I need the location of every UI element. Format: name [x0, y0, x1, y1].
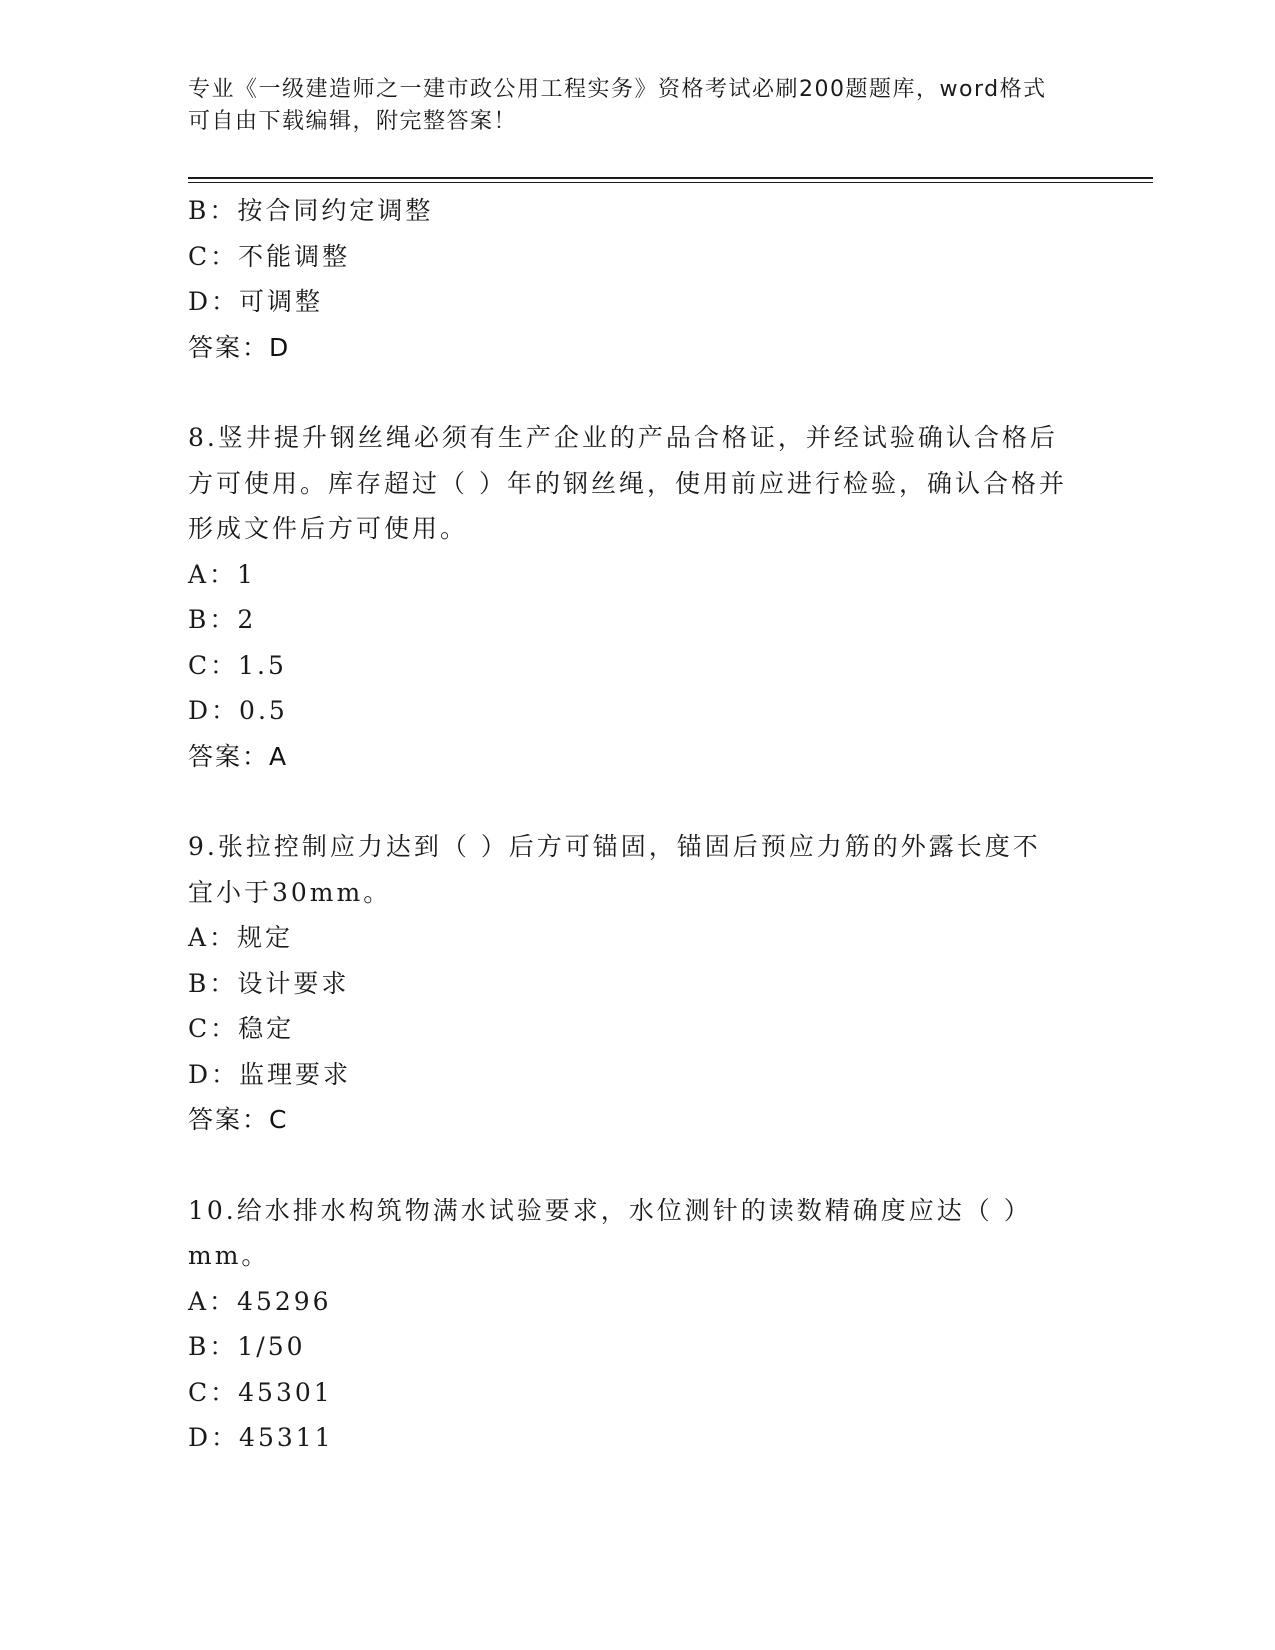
question-8-block: [188, 415, 1068, 779]
page-header: 专业《一级建造师之一建市政公用工程实务》资格考试必刷200题题库，word格式可自由下载编辑，附完整答案！: [188, 77, 1047, 134]
header-divider-thick: [188, 177, 1153, 179]
answer: 答案：C: [188, 1105, 289, 1134]
question-10-block: [188, 1188, 1068, 1461]
header-divider-thin: [188, 182, 1153, 183]
option-b: B：设计要求: [188, 968, 350, 998]
option-b: B：2: [188, 605, 257, 634]
option-c: C：稳定: [188, 1014, 295, 1043]
question-7-block: [188, 188, 1068, 370]
option-d: D：0.5: [188, 696, 288, 725]
option-b: B：1/50: [188, 1332, 306, 1361]
question-stem: 10.给水排水构筑物满水试验要求，水位测针的读数精确度应达（ ）mm。: [188, 1195, 1032, 1270]
answer: 答案：D: [188, 332, 291, 362]
option-c: C：1.5: [188, 650, 287, 680]
question-stem: 9.张拉控制应力达到（ ）后方可锚固，锚固后预应力筋的外露长度不宜小于30mm。: [188, 832, 1041, 907]
option-c: C：不能调整: [188, 241, 351, 271]
question-stem: 8.竖井提升钢丝绳必须有生产企业的产品合格证，并经试验确认合格后方可使用。库存超过（ ）年的钢丝绳，使用前应进行检验，确认合格并形成文件后方可使用。: [188, 423, 1067, 543]
option-a: A：1: [188, 559, 256, 589]
question-9-block: [188, 824, 1068, 1143]
document-body: [188, 188, 1068, 1461]
option-b: B：按合同约定调整: [188, 196, 434, 225]
option-c: C：45301: [188, 1377, 333, 1407]
option-a: A：45296: [188, 1286, 332, 1316]
option-d: D：45311: [188, 1423, 334, 1452]
answer: 答案：A: [188, 741, 289, 771]
option-a: A：规定: [188, 923, 294, 952]
option-d: D：可调整: [188, 287, 324, 316]
option-d: D：监理要求: [188, 1059, 352, 1089]
